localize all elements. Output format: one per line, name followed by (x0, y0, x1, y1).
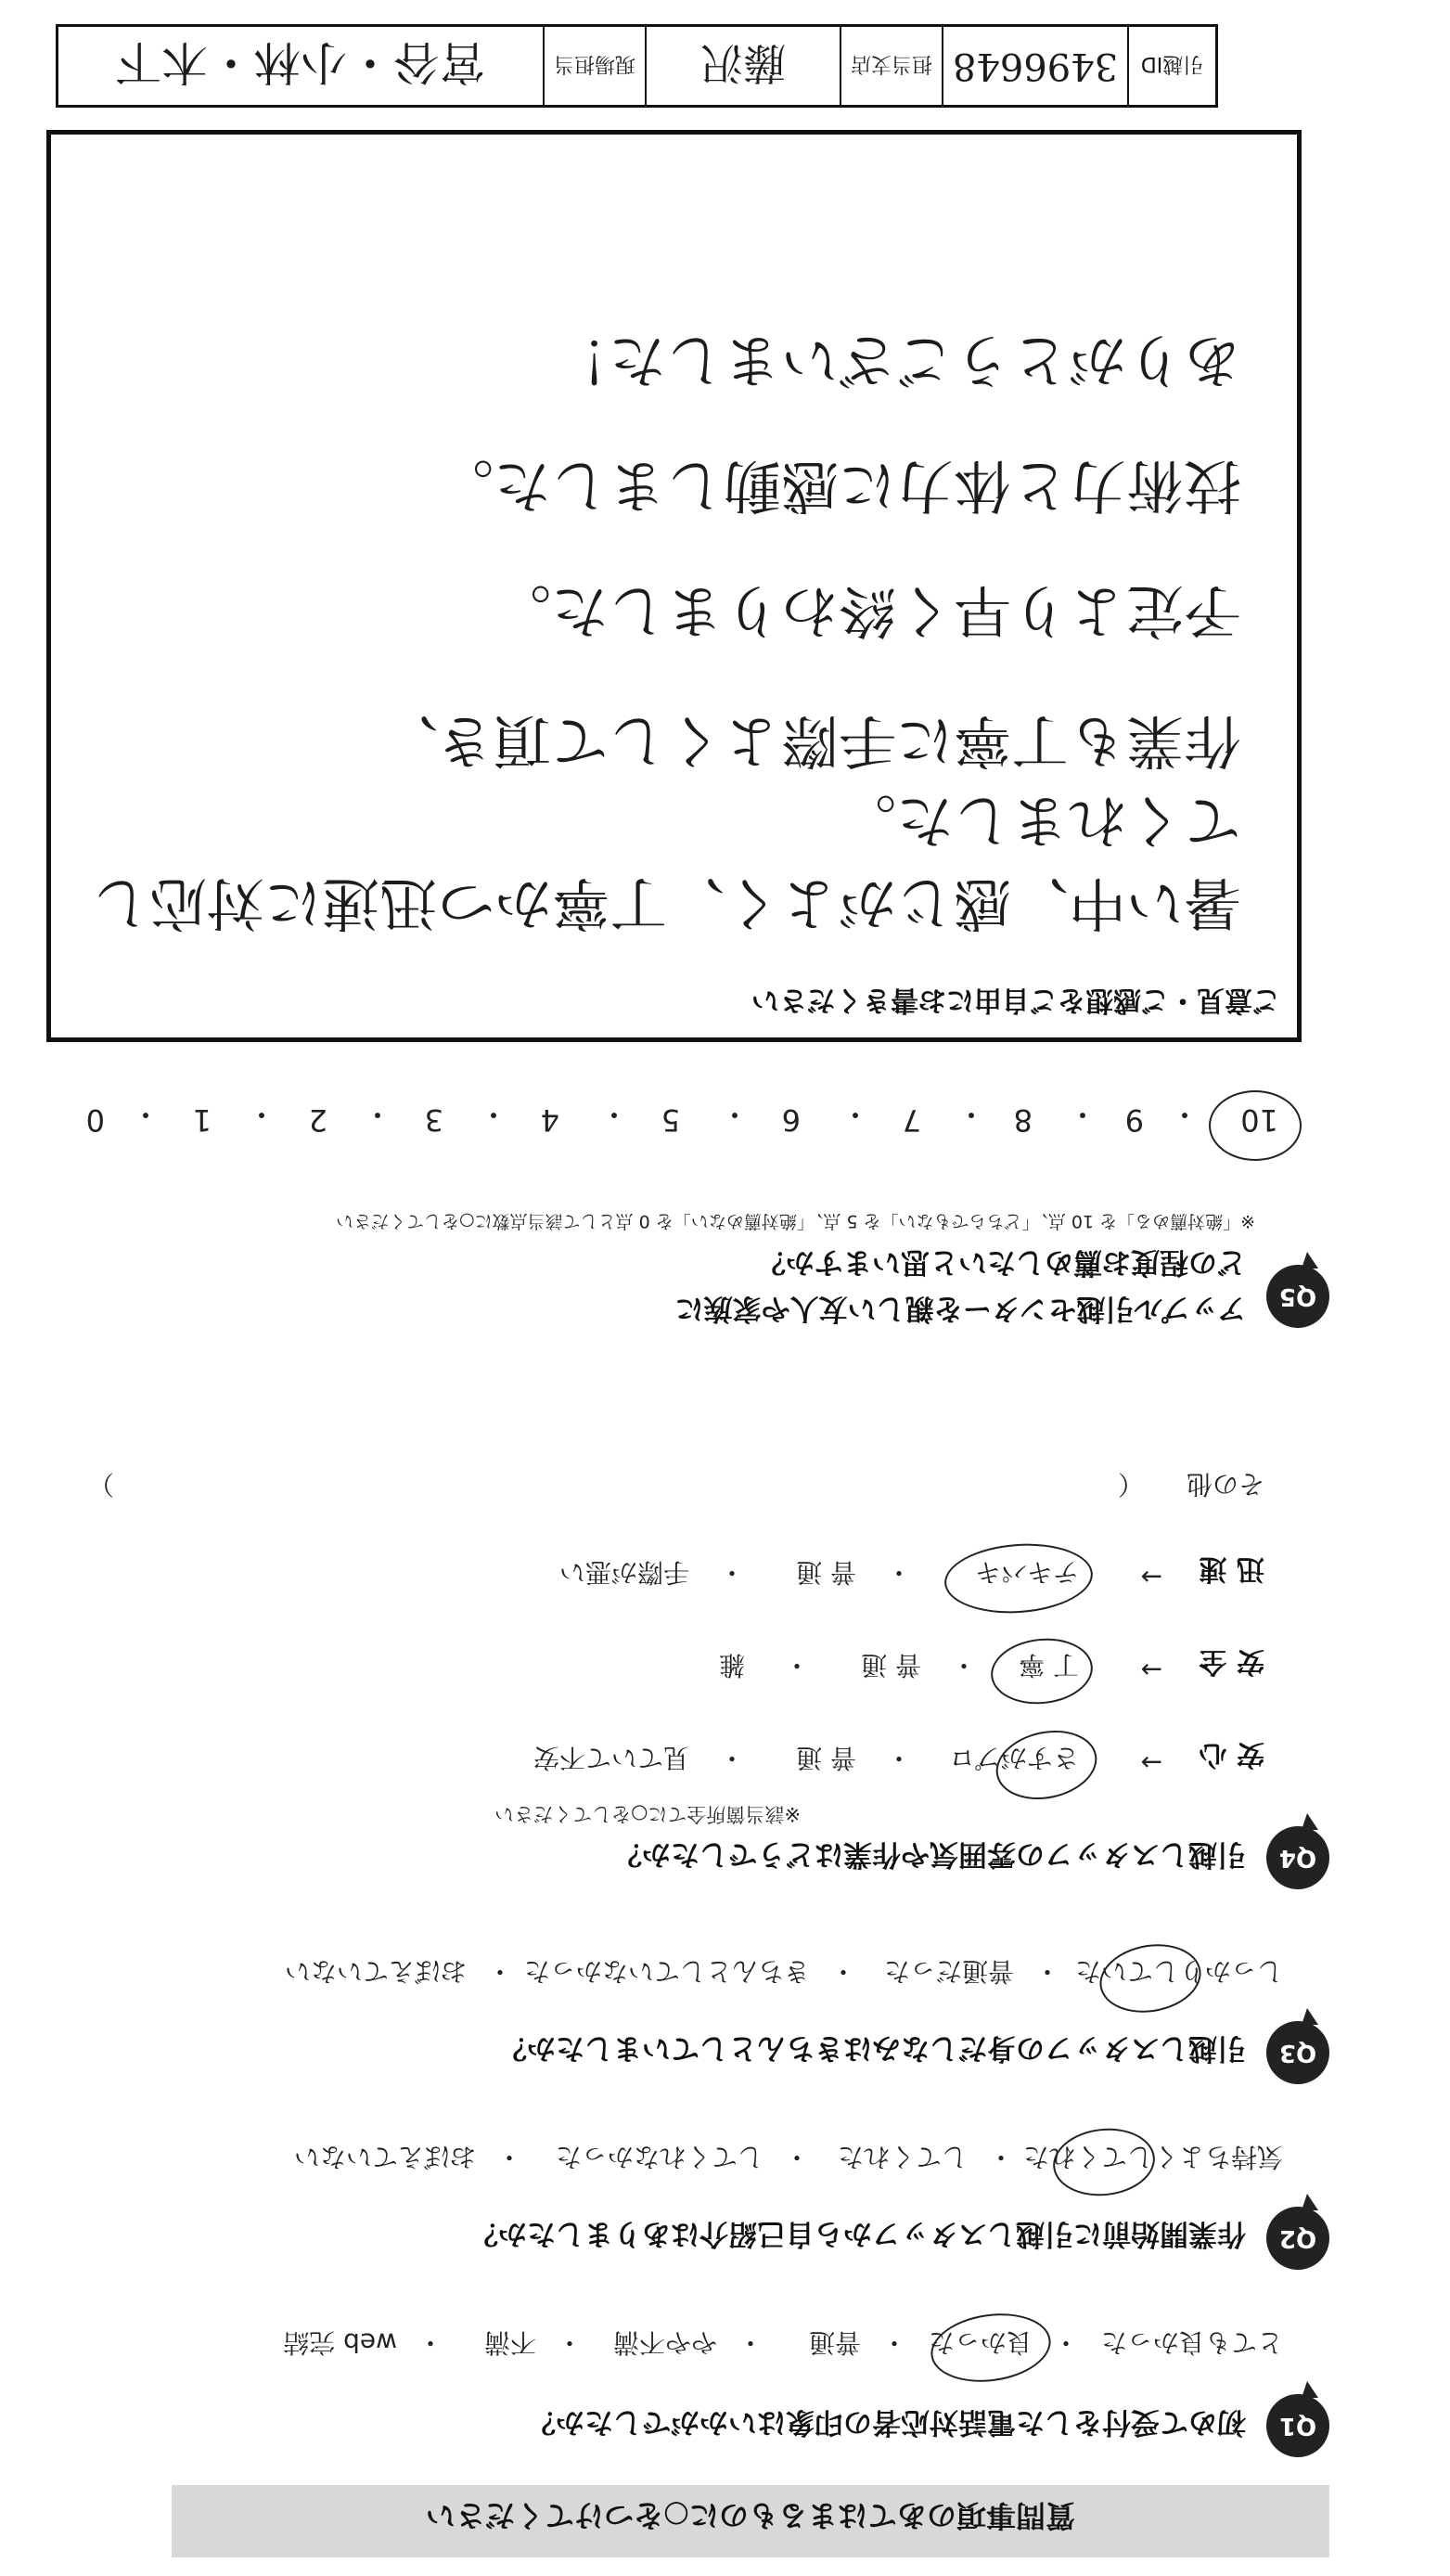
instruction-banner (172, 2485, 1329, 2557)
q1-option-3: 普通 (808, 2327, 861, 2358)
q5-score-6: 6 (781, 1102, 801, 1138)
branch-value-cell (645, 27, 840, 105)
q4-row1-label: 安 心 (1199, 1738, 1264, 1771)
comment-line-2: 作業も丁寧に手際よくして頂き、 (380, 707, 1241, 775)
branch-label-cell (840, 27, 942, 105)
id-table (56, 24, 1218, 108)
q4-row2-option-1: 丁 寧 (1019, 1650, 1079, 1681)
id-label-cell (1127, 27, 1215, 105)
comment-heading: ご意見・ご感想をご自由にお書きください (751, 984, 1280, 1016)
q4-other-label: その他 (1186, 1469, 1264, 1500)
q5-score-4: 4 (540, 1102, 559, 1138)
q1-text: 初めて受付をした電話対応者の印象はいかがでしたか？ (527, 2405, 1246, 2439)
id-value: 3496648 (952, 45, 1119, 87)
q4-row3-selection-circle (943, 1539, 1096, 1618)
q4-row3-option-2: 普 通 (796, 1557, 856, 1588)
branch-label: 担当支店 (851, 52, 933, 76)
q4-row1-selection-circle (990, 1721, 1104, 1808)
comment-line-3: 予定より早く終わりました。 (493, 577, 1241, 645)
q5-score-0: 0 (85, 1102, 105, 1138)
q1-selection-circle (927, 2306, 1056, 2389)
q3-option-4: おぼえていない (284, 1956, 467, 1987)
q4-row2-option-3: 雑 (718, 1650, 745, 1681)
q5-note: ※「絶対薦める」を 10 点、「どちらでもない」を 5 点、「絶対薦めない」を 0 点として該当点数に○をしてください (336, 1211, 1255, 1231)
q2-option-3: してくれなかった (555, 2142, 763, 2172)
q4-row2-arrow: → (1140, 1655, 1162, 1685)
q5-score-3: 3 (424, 1102, 443, 1138)
q2-text: 作業開始前に引越しスタッフから自己紹介はありましたか？ (469, 2217, 1246, 2250)
banner-text: 質問事項のあてはまるものに○をつけてください (426, 2498, 1075, 2533)
q5-selection-circle (1209, 1090, 1302, 1161)
q4-row1-option-1: さすがプロ (948, 1743, 1079, 1773)
q5-score-1: 1 (192, 1102, 212, 1138)
survey-form: 引越ID 3496648 担当支店 藤沢 現場担当 宮谷・小林・木下 質問事項のあてはまるものに○をつけてください Q1 初めて受付をした電話対応者の印象はいかがでしたか？ とても良かった ・ 良かった ・ 普通 ・ やや不満 ・ 不満 ・ web 完結 Q2 作業開始前に引越しスタッフから自己紹介はありましたか？ 気持ちよくしてくれた ・ してくれた ・ してくれなかった ・ おぼえていない Q3 引越しスタッフの身だしなみはきちんとしていましたか？ しっかりしていた ・ 普通だった ・ きちんとしていなかった ・ おぼえていない Q4 引越しスタッフの雰囲気や作業はどうでしたか？ ※該当箇所全てに○をしてください 安 心 → さすがプロ ・ 普 通 ・ 見ていて不安 安 全 → 丁 寧 ・ 普 通 ・ 雑 迅 速 → テキパキ ・ 普 通 ・ 手際が悪い その他 （ ） Q5 アップル引越センターを親しい友人や家族に どの程度お薦めしたいと思いますか？ ※「絶対薦める」を 10 点、「どちらでもない」を 5 点、「絶対薦めない」を 0 点として該当点数に○をしてください 10 ・ 9 ・ 8 ・ 7 ・ 6 ・ 5 ・ 4 ・ 3 ・ 2 ・ 1 ・ 0 ご意見・ご感想をご自由にお書きください 暑い中、感じがよく、丁寧かつ迅速に対応してくれました。 作業も丁寧に手際よくして頂き、 予定より早く終わりました。 技術力と体力に感動しました。 ありがとうございました！ (0, 0, 1450, 2576)
branch-value: 藤沢 (700, 38, 786, 88)
q1-option-5: 不満 (483, 2327, 536, 2358)
q2-option-4: おぼえていない (293, 2142, 476, 2172)
q2-selection-circle (1050, 2123, 1159, 2200)
q3-text: 引越しスタッフの身だしなみはきちんとしていましたか？ (498, 2031, 1246, 2065)
q4-row1-arrow: → (1140, 1747, 1162, 1778)
q5-text-line2: どの程度お薦めしたいと思いますか？ (757, 1245, 1246, 1279)
q3-option-1: しっかりしていた (1074, 1956, 1283, 1987)
q4-other-open: （ (1117, 1469, 1144, 1500)
q2-option-2: してくれた (837, 2142, 968, 2172)
q4-row1-option-3: 見ていて不安 (533, 1743, 689, 1773)
staff-value-cell (58, 27, 543, 105)
q4-other-close: ） (87, 1469, 114, 1500)
comment-line-5: ありがとうございました！ (550, 327, 1241, 394)
q5-score-2: 2 (308, 1102, 327, 1138)
q5-score-10: 10 (1240, 1102, 1278, 1138)
q4-note: ※該当箇所全てに○をしてください (494, 1803, 801, 1825)
comment-box (46, 130, 1302, 1042)
comment-line-4: 技術力と体力に感動しました。 (435, 452, 1241, 520)
q4-row2-label: 安 全 (1199, 1645, 1264, 1678)
q2-option-1: 気持ちよくしてくれた (1022, 2142, 1283, 2172)
q4-row3-label: 迅 速 (1199, 1552, 1264, 1585)
q4-row3-option-1: テキパキ (974, 1557, 1079, 1588)
comment-line-1: 暑い中、感じがよく、丁寧かつ迅速に対応してくれました。 (92, 787, 1241, 937)
q4-badge: Q4 (1266, 1826, 1329, 1889)
q4-row2-selection-circle (988, 1633, 1097, 1708)
q1-option-2: 良かった (928, 2327, 1033, 2358)
id-label: 引越ID (1140, 52, 1204, 76)
q5-text-line1: アップル引越センターを親しい友人や家族に (674, 1292, 1246, 1325)
q2-badge: Q2 (1266, 2207, 1329, 2270)
q5-badge: Q5 (1266, 1265, 1329, 1328)
q3-badge: Q3 (1266, 2021, 1329, 2084)
q4-row3-option-3: 手際が悪い (558, 1557, 689, 1588)
q3-selection-circle (1095, 1937, 1207, 2020)
q4-row3-arrow: → (1140, 1562, 1162, 1592)
q5-score-7: 7 (902, 1102, 921, 1138)
q5-score-9: 9 (1124, 1102, 1144, 1138)
q1-option-4: やや不満 (612, 2327, 717, 2358)
q5-score-8: 8 (1013, 1102, 1033, 1138)
staff-label-cell (543, 27, 645, 105)
staff-label: 現場担当 (554, 52, 636, 76)
q4-row2-option-2: 普 通 (861, 1650, 921, 1681)
q3-option-3: きちんとしていなかった (523, 1956, 810, 1987)
q4-text: 引越しスタッフの雰囲気や作業はどうでしたか？ (613, 1837, 1246, 1871)
q3-option-2: 普通だった (883, 1956, 1014, 1987)
id-value-cell (942, 27, 1127, 105)
q4-row1-option-2: 普 通 (796, 1743, 856, 1773)
q1-option-6: web 完結 (283, 2327, 397, 2358)
q1-badge: Q1 (1266, 2394, 1329, 2457)
q1-option-1: とても良かった (1100, 2327, 1283, 2358)
q5-score-5: 5 (661, 1102, 680, 1138)
staff-value: 宮谷・小林・木下 (115, 35, 486, 89)
